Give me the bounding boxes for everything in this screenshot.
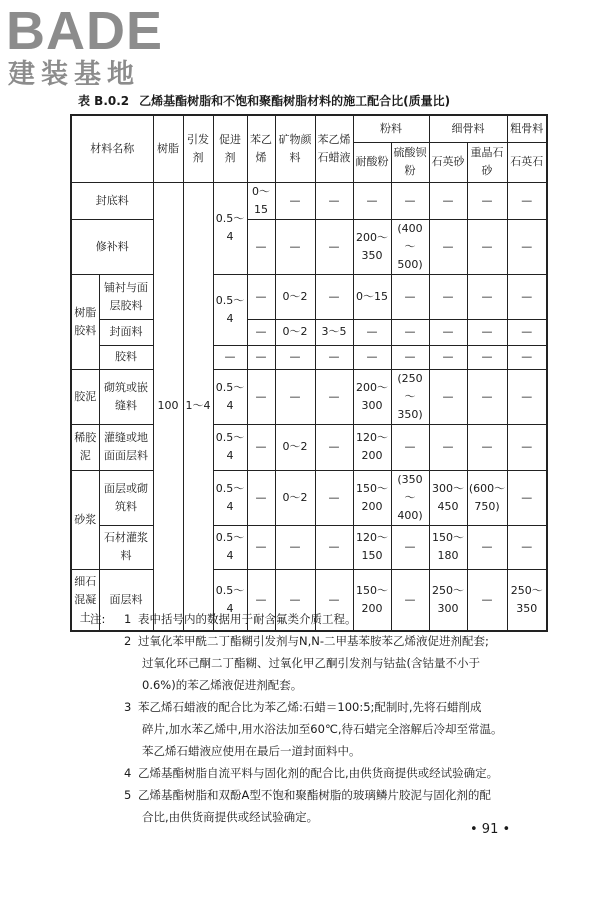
header-initiator: 引发剂	[183, 115, 213, 182]
note-item	[90, 718, 540, 740]
table-cell: —	[247, 525, 275, 569]
header-coarse-aggregate: 粗骨料	[507, 115, 547, 142]
note-text: 苯乙烯石蜡液的配合比为苯乙烯:石蜡＝100:5;配制时,先将石蜡削成	[138, 700, 482, 714]
accelerator-value: 0.5～4	[213, 470, 247, 525]
header-styrene: 苯乙烯	[247, 115, 275, 182]
table-cell: —	[247, 424, 275, 470]
header-acid-powder: 耐酸粉	[353, 142, 391, 182]
table-cell: —	[315, 345, 353, 369]
table-cell: 0～2	[275, 470, 315, 525]
table-cell: —	[429, 424, 467, 470]
header-mineral-pigment: 矿物颜料	[275, 115, 315, 182]
table-cell: 250～300	[429, 569, 467, 631]
group-label-mortar: 砂浆	[71, 470, 99, 569]
table-cell: (600～750)	[467, 470, 507, 525]
table-cell: —	[315, 470, 353, 525]
table-cell: —	[391, 182, 429, 219]
group-label-resin-glue: 树脂胶料	[71, 274, 99, 369]
table-cell: —	[315, 424, 353, 470]
header-material-name: 材料名称	[71, 115, 153, 182]
table-cell: 0～15	[353, 274, 391, 319]
table-cell: 150～180	[429, 525, 467, 569]
table-cell: —	[429, 345, 467, 369]
table-cell: 300～450	[429, 470, 467, 525]
table-cell: —	[353, 182, 391, 219]
group-label-fine-concrete: 细石混凝土	[71, 569, 99, 631]
table-number: 表 B.0.2	[78, 94, 130, 108]
table-cell: 120～200	[353, 424, 391, 470]
note-text: 乙烯基酯树脂自流平料与固化剂的配合比,由供货商提供或经试验确定。	[138, 766, 499, 780]
table-cell: —	[467, 182, 507, 219]
table-cell: —	[429, 219, 467, 274]
table-notes	[90, 608, 540, 828]
table-cell: —	[429, 274, 467, 319]
note-number: 1	[124, 612, 132, 626]
note-number: 4	[124, 766, 132, 780]
table-cell: —	[507, 369, 547, 424]
table-cell: —	[315, 525, 353, 569]
table-cell: 200～350	[353, 219, 391, 274]
accelerator-value: 0.5～4	[213, 525, 247, 569]
accelerator-value: 0.5～4	[213, 182, 247, 274]
accelerator-value: 0.5～4	[213, 424, 247, 470]
table-cell: —	[315, 219, 353, 274]
note-text: 表中括号内的数据用于耐含氟类介质工程。	[138, 612, 357, 626]
table-cell: —	[353, 345, 391, 369]
table-cell: 120～150	[353, 525, 391, 569]
table-cell: —	[391, 274, 429, 319]
table-cell: 0～15	[247, 182, 275, 219]
note-number: 5	[124, 788, 132, 802]
row-label-surface: 封面料	[99, 319, 153, 345]
header-styrene-wax: 苯乙烯石蜡液	[315, 115, 353, 182]
table-cell: —	[315, 274, 353, 319]
header-barium-powder: 硫酸钡粉	[391, 142, 429, 182]
table-cell: 3～5	[315, 319, 353, 345]
logo-wordmark: BADE	[6, 1, 164, 61]
row-label-lining: 铺衬与面层胶料	[99, 274, 153, 319]
row-label-grout-floor: 灌缝或地面面层料	[99, 424, 153, 470]
table-caption	[78, 92, 548, 109]
table-title: 乙烯基酯树脂和不饱和聚酯树脂材料的施工配合比(质量比)	[139, 94, 451, 108]
table-cell: —	[247, 569, 275, 631]
note-number: 2	[124, 634, 132, 648]
table-cell: 0～2	[275, 274, 315, 319]
note-text: 过氧化环己酮二丁酯糊、过氧化甲乙酮引发剂与钴盐(含钴量不小于	[142, 656, 480, 670]
note-item	[90, 762, 540, 784]
table-cell: —	[315, 369, 353, 424]
note-item	[90, 608, 540, 630]
row-label-mortar-surface: 面层或砌筑料	[99, 470, 153, 525]
table-cell: —	[275, 569, 315, 631]
table-cell: —	[467, 345, 507, 369]
logo-subtitle: 建装基地	[8, 59, 140, 90]
notes-label: 注:	[90, 612, 106, 626]
table-cell: —	[507, 219, 547, 274]
table-cell: —	[213, 345, 247, 369]
table-cell: —	[507, 345, 547, 369]
note-text: 0.6%)的苯乙烯液促进剂配套。	[142, 678, 303, 692]
note-item	[90, 630, 540, 652]
table-cell: —	[391, 569, 429, 631]
resin-value: 100	[153, 182, 183, 631]
note-item	[90, 674, 540, 696]
row-label-glue: 胶料	[99, 345, 153, 369]
table-cell: —	[429, 319, 467, 345]
table-cell: 200～300	[353, 369, 391, 424]
table-cell: —	[275, 345, 315, 369]
table-cell: —	[507, 525, 547, 569]
note-item	[90, 784, 540, 806]
table-cell: 150～200	[353, 569, 391, 631]
row-label-repair: 修补料	[71, 219, 153, 274]
table-cell: (350～400)	[391, 470, 429, 525]
table-cell: —	[353, 319, 391, 345]
table-cell: —	[391, 319, 429, 345]
table-cell: —	[391, 424, 429, 470]
table-cell: —	[467, 319, 507, 345]
table-cell: —	[507, 470, 547, 525]
page-number: • 91 •	[470, 822, 511, 837]
group-label-mastic: 胶泥	[71, 369, 99, 424]
mix-ratio-table	[70, 114, 548, 632]
table-cell: —	[429, 182, 467, 219]
table-cell: —	[247, 274, 275, 319]
table-cell: —	[247, 345, 275, 369]
table-cell: —	[467, 219, 507, 274]
table-cell: —	[467, 525, 507, 569]
table-cell: —	[467, 569, 507, 631]
note-text: 碎片,加水苯乙烯中,用水浴法加至60℃,待石蜡完全溶解后冷却至常温。	[142, 722, 503, 736]
row-label-stone-grout: 石材灌浆料	[99, 525, 153, 569]
header-fine-aggregate: 细骨料	[429, 115, 507, 142]
table-cell: (250～350)	[391, 369, 429, 424]
note-number: 3	[124, 700, 132, 714]
note-text: 苯乙烯石蜡液应使用在最后一道封面料中。	[142, 744, 361, 758]
table-cell: 0～2	[275, 424, 315, 470]
table-cell: 250～350	[507, 569, 547, 631]
table-cell: —	[391, 345, 429, 369]
table-cell: —	[275, 369, 315, 424]
table-cell: —	[315, 569, 353, 631]
initiator-value: 1～4	[183, 182, 213, 631]
table-cell: —	[429, 369, 467, 424]
table-cell: —	[247, 470, 275, 525]
row-label-fine-concrete: 面层料	[99, 569, 153, 631]
table-cell: 0～2	[275, 319, 315, 345]
table-cell: (400～500)	[391, 219, 429, 274]
header-heavy-sand: 重晶石砂	[467, 142, 507, 182]
table-cell: —	[391, 525, 429, 569]
note-item	[90, 696, 540, 718]
row-label-masonry: 砌筑或嵌缝料	[99, 369, 153, 424]
table-cell: —	[275, 219, 315, 274]
header-powder: 粉料	[353, 115, 429, 142]
table-cell: —	[507, 182, 547, 219]
note-item	[90, 652, 540, 674]
table-cell: —	[275, 182, 315, 219]
table-cell: —	[467, 274, 507, 319]
accelerator-value: 0.5～4	[213, 569, 247, 631]
table-cell: —	[467, 424, 507, 470]
table-cell: —	[467, 369, 507, 424]
accelerator-value: 0.5～4	[213, 274, 247, 345]
table-cell: —	[315, 182, 353, 219]
table-cell: —	[507, 319, 547, 345]
table-cell: —	[247, 219, 275, 274]
table-cell: —	[247, 369, 275, 424]
table-cell: 150～200	[353, 470, 391, 525]
group-label-thin-mastic: 稀胶泥	[71, 424, 99, 470]
accelerator-value: 0.5～4	[213, 369, 247, 424]
table-cell: —	[507, 274, 547, 319]
note-text: 合比,由供货商提供或经试验确定。	[142, 810, 319, 824]
header-quartz-sand: 石英砂	[429, 142, 467, 182]
logo	[6, 1, 196, 92]
note-text: 过氧化苯甲酰二丁酯糊引发剂与N,N-二甲基苯胺苯乙烯液促进剂配套;	[138, 634, 489, 648]
note-text: 乙烯基酯树脂和双酚A型不饱和聚酯树脂的玻璃鳞片胶泥与固化剂的配	[138, 788, 491, 802]
header-resin: 树脂	[153, 115, 183, 182]
table-cell: —	[275, 525, 315, 569]
header-accelerator: 促进剂	[213, 115, 247, 182]
note-item	[90, 740, 540, 762]
table-cell: —	[247, 319, 275, 345]
table-cell: —	[507, 424, 547, 470]
row-label-primer: 封底料	[71, 182, 153, 219]
header-quartz-stone: 石英石	[507, 142, 547, 182]
